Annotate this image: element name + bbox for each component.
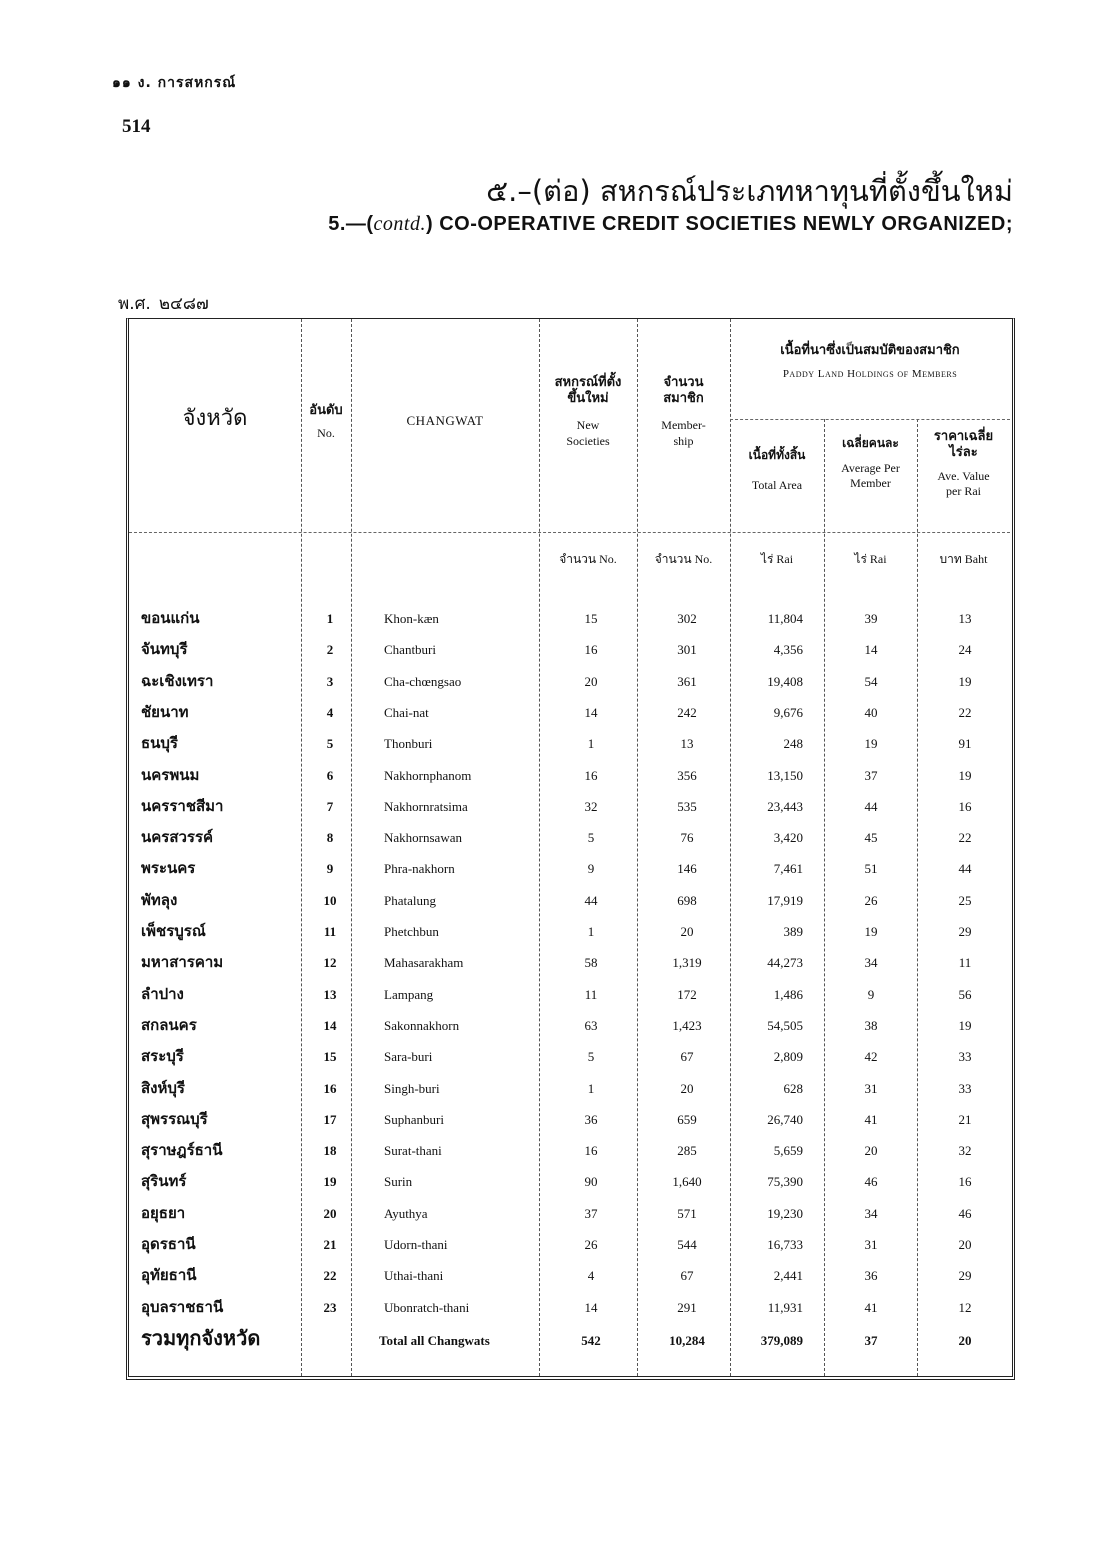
row-average: 41: [864, 1299, 878, 1315]
row-changwat: Cha-chœngsao: [384, 673, 462, 689]
row-number: 15: [323, 1049, 337, 1065]
table-row: [129, 1010, 1012, 1041]
year-label: [118, 290, 209, 317]
row-total-area: 17,919: [767, 892, 803, 908]
header-members-en: Member-ship: [661, 418, 706, 448]
row-average: 36: [864, 1268, 878, 1284]
row-avg-value: 56: [958, 986, 972, 1002]
row-new-societies: 44: [584, 892, 598, 908]
table-row: [129, 1104, 1012, 1135]
row-total-area: 2,809: [773, 1049, 803, 1065]
row-changwat: Khon-kæn: [384, 611, 439, 626]
row-number: 6: [326, 767, 334, 783]
row-avg-value: 24: [958, 642, 972, 658]
table-row: [129, 1292, 1012, 1323]
row-avg-value: 19: [958, 1017, 972, 1033]
row-membership: 1,640: [672, 1174, 702, 1190]
row-membership: 172: [677, 986, 697, 1002]
title-en-prefix: 5.—(: [328, 213, 374, 235]
row-changwat: Nakhornsawan: [384, 830, 462, 846]
row-number: 4: [326, 704, 334, 720]
row-thai-name: ลำปาง: [141, 984, 184, 1003]
row-average: 44: [864, 798, 878, 814]
total-thai: รวมทุกจังหวัด: [141, 1326, 261, 1350]
row-avg-value: 29: [958, 1268, 972, 1284]
row-membership: 291: [677, 1299, 697, 1315]
row-total-area: 75,390: [767, 1174, 803, 1190]
row-membership: 1,319: [672, 955, 702, 971]
table-row: [129, 760, 1012, 791]
row-total-area: 2,441: [773, 1268, 803, 1284]
row-thai-name: จันทบุรี: [141, 640, 188, 659]
row-number: 16: [323, 1080, 337, 1096]
row-thai-name: นครพนม: [141, 765, 200, 784]
row-new-societies: 58: [584, 955, 598, 971]
row-avg-value: 11: [958, 955, 972, 971]
row-number: 20: [323, 1205, 337, 1221]
unit-average: ไร่ Rai: [854, 552, 887, 566]
row-new-societies: 63: [584, 1017, 598, 1033]
row-avg-value: 16: [958, 798, 972, 814]
row-changwat: Sara-buri: [384, 1049, 433, 1065]
row-total-area: 16,733: [767, 1237, 803, 1252]
row-number: 13: [323, 986, 337, 1002]
header-no-thai: อันดับ: [309, 403, 343, 418]
row-avg-value: 12: [958, 1299, 972, 1315]
row-membership: 302: [677, 611, 697, 626]
row-average: 46: [864, 1174, 878, 1190]
row-number: 10: [323, 892, 337, 908]
row-average: 39: [864, 611, 878, 626]
header-rule: [730, 419, 1010, 420]
row-changwat: Chantburi: [384, 642, 436, 658]
total-changwat: Total all Changwats: [379, 1333, 490, 1348]
row-total-area: 3,420: [773, 830, 803, 846]
row-number: 8: [326, 830, 334, 846]
row-total-area: 7,461: [773, 861, 803, 877]
row-avg-value: 46: [958, 1205, 972, 1221]
row-new-societies: 1: [587, 924, 595, 939]
row-number: 12: [323, 955, 337, 971]
row-new-societies: 9: [587, 861, 595, 877]
row-membership: 285: [677, 1143, 697, 1159]
row-new-societies: 32: [584, 798, 598, 814]
row-avg-value: 16: [958, 1174, 972, 1190]
title-english: [328, 213, 1013, 236]
table-row: [129, 697, 1012, 728]
row-number: 7: [326, 798, 334, 814]
row-new-societies: 20: [584, 673, 598, 689]
row-total-area: 11,931: [767, 1299, 803, 1315]
table-row: [129, 853, 1012, 884]
row-membership: 67: [680, 1268, 694, 1284]
row-average: 45: [864, 830, 878, 846]
row-new-societies: 14: [584, 1299, 598, 1315]
row-average: 31: [864, 1080, 878, 1096]
row-total-area: 26,740: [767, 1111, 803, 1127]
row-thai-name: สิงห์บุรี: [141, 1078, 185, 1097]
header-avg-en: Average Per Member: [841, 461, 900, 490]
row-membership: 356: [677, 767, 697, 783]
row-average: 9: [867, 986, 875, 1002]
row-thai-name: ขอนแก่น: [141, 609, 200, 627]
table-row: [129, 666, 1012, 697]
row-total-area: 11,804: [767, 611, 803, 626]
row-membership: 571: [677, 1205, 697, 1221]
row-membership: 698: [677, 892, 697, 908]
header-new-en: New Societies: [566, 418, 610, 448]
row-changwat: Ayuthya: [384, 1205, 428, 1221]
table-row: [129, 791, 1012, 822]
row-new-societies: 16: [584, 1143, 598, 1159]
row-changwat: Uthai-thani: [384, 1268, 444, 1284]
table-row: [129, 1260, 1012, 1291]
row-total-area: 44,273: [767, 955, 803, 971]
row-new-societies: 1: [587, 1080, 595, 1096]
row-avg-value: 32: [958, 1143, 972, 1159]
row-new-societies: 26: [584, 1237, 598, 1252]
row-average: 34: [864, 1205, 878, 1221]
row-changwat: Singh-buri: [384, 1080, 440, 1096]
row-changwat: Surin: [384, 1174, 413, 1190]
row-new-societies: 5: [587, 830, 595, 846]
row-total-area: 389: [783, 924, 803, 939]
row-number: 1: [326, 611, 334, 626]
row-average: 19: [864, 736, 878, 752]
row-number: 3: [326, 673, 334, 689]
row-total-area: 13,150: [767, 767, 803, 783]
unit-area: ไร่ Rai: [760, 552, 794, 566]
row-total-area: 5,659: [773, 1143, 803, 1159]
row-new-societies: 14: [584, 704, 598, 720]
header-no: [301, 403, 351, 441]
row-thai-name: สุรินทร์: [141, 1172, 187, 1191]
table-row: [129, 728, 1012, 759]
row-changwat: Sakonnakhorn: [384, 1017, 460, 1033]
row-thai-name: ชัยนาท: [141, 702, 189, 721]
header-val-en: Ave. Value per Rai: [937, 469, 990, 498]
row-thai-name: เพ็ชรบูรณ์: [141, 922, 206, 940]
header-total-area: [730, 447, 824, 493]
row-average: 41: [864, 1111, 878, 1127]
row-new-societies: 11: [584, 986, 598, 1002]
row-total-area: 23,443: [767, 798, 803, 814]
section-tag: ๑๑ ง. การสหกรณ์: [112, 75, 237, 91]
row-changwat: Phetchbun: [384, 924, 439, 939]
row-changwat: Phra-nakhorn: [384, 861, 455, 877]
table-row: [129, 916, 1012, 947]
row-membership: 301: [677, 642, 697, 658]
row-average: 34: [864, 955, 878, 971]
header-thai-province: จังหวัด: [182, 406, 248, 431]
row-average: 54: [864, 673, 878, 689]
header-paddy-thai: เนื้อที่นาซึ่งเป็นสมบัติของสมาชิก: [780, 343, 960, 358]
row-changwat: Udorn-thani: [384, 1237, 448, 1252]
row-changwat: Lampang: [384, 986, 434, 1002]
row-number: 9: [326, 861, 334, 877]
row-membership: 242: [677, 704, 697, 720]
row-new-societies: 36: [584, 1111, 598, 1127]
table-row: [129, 1135, 1012, 1166]
row-avg-value: 22: [958, 704, 972, 720]
row-thai-name: ฉะเชิงเทรา: [141, 671, 214, 690]
row-number: 17: [323, 1111, 337, 1127]
title-en-rest: ) CO-OPERATIVE CREDIT SOCIETIES NEWLY ORGANIZED;: [425, 213, 1013, 235]
table-row: [129, 1041, 1012, 1072]
total-new: 542: [581, 1333, 601, 1348]
row-average: 14: [864, 642, 878, 658]
row-membership: 544: [677, 1237, 697, 1252]
row-average: 40: [864, 704, 878, 720]
row-new-societies: 16: [584, 767, 598, 783]
header-members-thai: จำนวนสมาชิก: [663, 375, 704, 406]
total-value: 20: [958, 1333, 972, 1348]
header-avg-thai: เฉลี่ยคนละ: [842, 436, 899, 450]
total-row: [129, 1325, 1012, 1356]
header-new-societies: [539, 375, 637, 449]
row-avg-value: 33: [958, 1049, 972, 1065]
row-average: 51: [864, 861, 878, 877]
row-changwat: Nakhornphanom: [384, 767, 472, 783]
year-prefix: พ.ศ.: [118, 294, 151, 314]
row-total-area: 4,356: [773, 642, 803, 658]
row-membership: 146: [677, 861, 697, 877]
table-row: [129, 947, 1012, 978]
unit-value: บาท Baht: [939, 552, 988, 566]
year-value: ๒๔๘๗: [158, 294, 209, 314]
row-average: 37: [864, 767, 878, 783]
row-changwat: Suphanburi: [384, 1111, 444, 1127]
row-membership: 659: [677, 1111, 697, 1127]
table-row: [129, 1198, 1012, 1229]
row-new-societies: 37: [584, 1205, 598, 1221]
row-avg-value: 25: [958, 892, 972, 908]
row-thai-name: พระนคร: [141, 859, 196, 878]
row-avg-value: 29: [958, 924, 972, 939]
row-thai-name: นครสวรรค์: [141, 828, 214, 847]
header-val-thai: ราคาเฉลี่ยไร่ละ: [933, 429, 994, 460]
row-number: 5: [326, 736, 334, 752]
header-paddy-en: Paddy Land Holdings of Members: [782, 368, 958, 380]
row-avg-value: 13: [958, 611, 972, 626]
row-thai-name: มหาสารคาม: [141, 953, 224, 972]
row-thai-name: สุพรรณบุรี: [141, 1109, 208, 1128]
header-rule: [129, 532, 1010, 533]
row-membership: 13: [680, 736, 694, 752]
total-average: 37: [864, 1333, 878, 1348]
row-thai-name: ธนบุรี: [141, 734, 178, 753]
row-total-area: 628: [783, 1080, 803, 1096]
row-total-area: 54,505: [767, 1017, 803, 1033]
row-number: 18: [323, 1143, 337, 1159]
row-total-area: 9,676: [773, 704, 803, 720]
row-number: 21: [323, 1237, 337, 1252]
row-average: 20: [864, 1143, 878, 1159]
row-avg-value: 21: [958, 1111, 972, 1127]
row-avg-value: 20: [958, 1237, 972, 1252]
row-total-area: 19,230: [767, 1205, 803, 1221]
header-paddy-holdings: [730, 343, 1010, 381]
row-new-societies: 4: [587, 1268, 595, 1284]
row-total-area: 248: [783, 736, 803, 752]
row-average: 31: [864, 1237, 878, 1252]
row-new-societies: 16: [584, 642, 598, 658]
unit-members: จำนวน No.: [654, 552, 713, 566]
table-row: [129, 1073, 1012, 1104]
row-new-societies: 1: [587, 736, 595, 752]
row-membership: 20: [680, 924, 694, 939]
row-number: 11: [323, 924, 337, 939]
row-number: 19: [323, 1174, 337, 1190]
row-avg-value: 22: [958, 830, 972, 846]
row-thai-name: สกลนคร: [141, 1015, 197, 1034]
row-membership: 535: [677, 798, 697, 814]
row-changwat: Nakhornratsima: [384, 798, 468, 814]
row-total-area: 1,486: [773, 986, 803, 1002]
header-changwat: CHANGWAT: [406, 413, 484, 428]
row-membership: 67: [680, 1049, 694, 1065]
page-number: 514: [122, 116, 151, 137]
table-row: [129, 1229, 1012, 1260]
table-row: [129, 822, 1012, 853]
row-changwat: Mahasarakham: [384, 955, 464, 971]
total-area: 379,089: [760, 1333, 803, 1348]
row-thai-name: สระบุรี: [141, 1047, 184, 1066]
row-thai-name: นครราชสีมา: [141, 796, 224, 815]
row-membership: 361: [677, 673, 697, 689]
row-thai-name: อุทัยธานี: [141, 1266, 197, 1285]
row-average: 26: [864, 892, 878, 908]
header-area-en: Total Area: [751, 478, 803, 492]
title-thai: ๕.–(ต่อ) สหกรณ์ประเภทหาทุนที่ตั้งขึ้นใหม่: [486, 174, 1013, 208]
row-average: 19: [864, 924, 878, 939]
row-changwat: Thonburi: [384, 736, 433, 752]
row-number: 22: [323, 1268, 337, 1284]
unit-new: จำนวน No.: [559, 552, 617, 566]
row-number: 2: [326, 642, 334, 658]
row-thai-name: อยุธยา: [141, 1203, 186, 1222]
row-thai-name: สุราษฎร์ธานี: [141, 1141, 223, 1160]
row-total-area: 19,408: [767, 673, 803, 689]
row-new-societies: 90: [584, 1174, 598, 1190]
row-average: 38: [864, 1017, 878, 1033]
row-new-societies: 15: [584, 611, 598, 626]
title-en-contd: contd.: [373, 213, 426, 235]
cooperative-table: [126, 318, 1015, 1380]
row-average: 42: [864, 1049, 878, 1065]
row-changwat: Phatalung: [384, 892, 436, 908]
table-row: [129, 885, 1012, 916]
row-new-societies: 5: [587, 1049, 595, 1065]
row-avg-value: 91: [958, 736, 972, 752]
table-row: [129, 603, 1012, 634]
table-row: [129, 979, 1012, 1010]
row-membership: 76: [680, 830, 694, 846]
table-row: [129, 1166, 1012, 1197]
row-membership: 20: [680, 1080, 694, 1096]
header-avg-value: [917, 429, 1010, 499]
row-membership: 1,423: [672, 1017, 702, 1033]
row-avg-value: 33: [958, 1080, 972, 1096]
row-avg-value: 44: [958, 861, 972, 877]
row-changwat: Chai-nat: [384, 704, 429, 720]
header-membership: [637, 375, 730, 449]
row-number: 14: [323, 1017, 337, 1033]
row-thai-name: อุดรธานี: [141, 1235, 196, 1253]
header-new-thai: สหกรณ์ที่ตั้งขึ้นใหม่: [554, 375, 622, 406]
total-members: 10,284: [669, 1333, 705, 1348]
table-row: [129, 634, 1012, 665]
header-average: [824, 435, 917, 491]
row-changwat: Surat-thani: [384, 1143, 442, 1159]
row-thai-name: พัทลุง: [141, 890, 178, 909]
row-thai-name: อุบลราชธานี: [141, 1297, 224, 1316]
row-changwat: Ubonratch-thani: [384, 1299, 470, 1315]
header-no-en: No.: [317, 426, 335, 440]
row-avg-value: 19: [958, 673, 972, 689]
row-avg-value: 19: [958, 767, 972, 783]
header-area-thai: เนื้อที่ทั้งสิ้น: [748, 448, 806, 462]
row-number: 23: [323, 1299, 337, 1315]
